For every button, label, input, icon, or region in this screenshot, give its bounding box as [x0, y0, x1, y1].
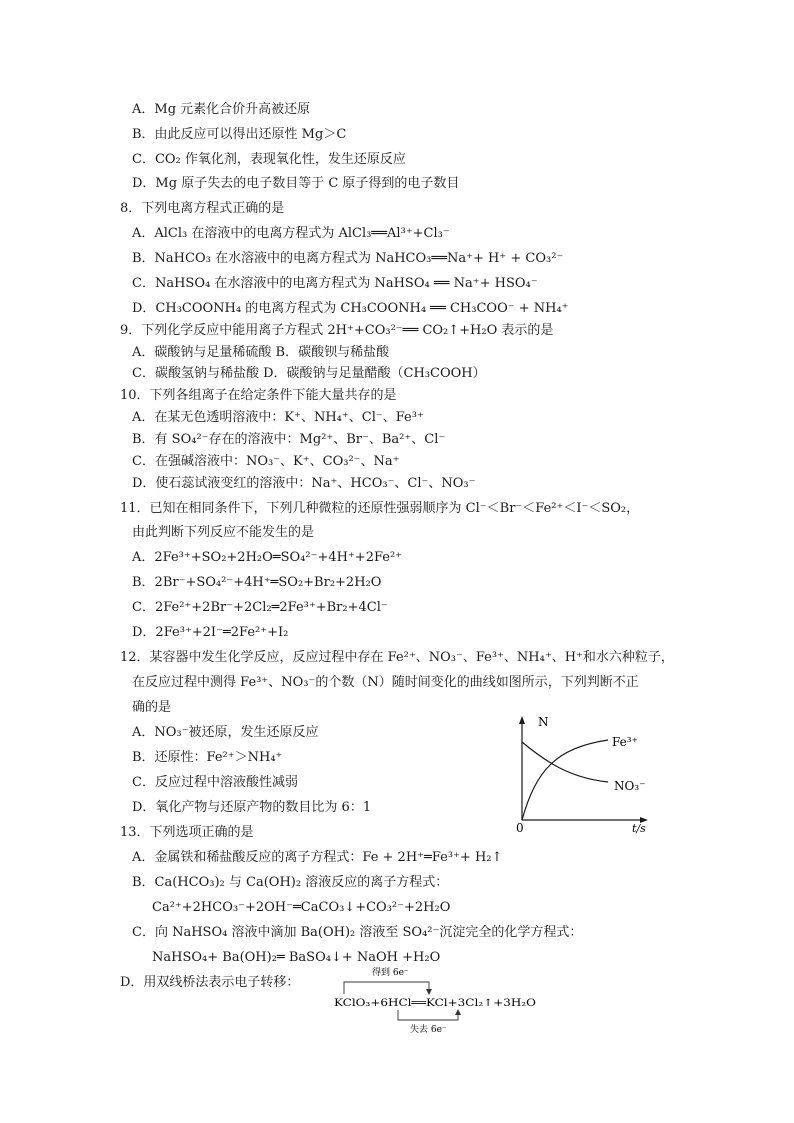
- q11-option-a: A．2Fe³⁺+SO₂+2H₂O═SO₄²⁻+4H⁺+2Fe²⁺: [132, 550, 403, 565]
- graph-y-label: N: [538, 715, 549, 729]
- q13-option-b-line1: B．Ca(HCO₃)₂ 与 Ca(OH)₂ 溶液反应的离子方程式：: [132, 875, 449, 890]
- q11-stem-line2: 由此判断下列反应不能发生的是: [132, 525, 315, 540]
- bridge-equation: KClO₃+6HCl══KCl+3Cl₂↑+3H₂O: [334, 998, 536, 1009]
- graph-curve-no3: [522, 742, 608, 782]
- q13-option-c-line1: C．向 NaHSO₄ 溶液中滴加 Ba(OH)₂ 溶液至 SO₄²⁻沉淀完全的化学方程式：: [132, 925, 583, 940]
- q10-option-d: D．使石蕊试液变红的溶液中：Na⁺、HCO₃⁻、Cl⁻、NO₃⁻: [132, 476, 476, 491]
- q12-graph: [508, 712, 658, 834]
- bridge-bottom-label: 失去 6e⁻: [410, 1025, 447, 1035]
- q12-option-b: B．还原性：Fe²⁺＞NH₄⁺: [132, 750, 283, 765]
- graph-origin-label: 0: [516, 821, 524, 834]
- graph-y-arrow: [519, 716, 525, 724]
- bridge-bottom-line: [398, 1010, 458, 1020]
- q11-option-d: D．2Fe³⁺+2I⁻═2Fe²⁺+I₂: [132, 625, 289, 640]
- graph-fe3-label: Fe³⁺: [612, 735, 638, 749]
- bridge-top-label: 得到 6e⁻: [372, 968, 409, 978]
- q7-option-c: C．CO₂ 作氧化剂，表现氧化性，发生还原反应: [132, 152, 406, 167]
- q12-option-c: C．反应过程中溶液酸性减弱: [132, 775, 298, 790]
- q8-option-c: C．NaHSO₄ 在水溶液中的电离方程式为 NaHSO₄ ══ Na⁺+ HSO₄⁻: [132, 276, 538, 291]
- q9-stem: 9．下列化学反应中能用离子方程式 2H⁺+CO₃²⁻══ CO₂↑+H₂O 表示的是: [120, 323, 554, 338]
- q9-options-cd: C．碳酸氢钠与稀盐酸 D．碳酸钠与足量醋酸（CH₃COOH）: [132, 366, 486, 381]
- q7-option-d: D．Mg 原子失去的电子数目等于 C 原子得到的电子数目: [132, 176, 460, 191]
- q12-stem-line1: 12．某容器中发生化学反应，反应过程中存在 Fe²⁺、NO₃⁻、Fe³⁺、NH₄⁺、H⁺和水六种粒子，: [120, 650, 674, 665]
- q8-option-b: B．NaHCO₃ 在水溶液中的电离方程式为 NaHCO₃══Na⁺+ H⁺ + CO₃²⁻: [132, 251, 564, 266]
- q8-option-d: D．CH₃COONH₄ 的电离方程式为 CH₃COONH₄ ══ CH₃COO⁻ + NH₄⁺: [132, 301, 569, 316]
- q13-stem: 13．下列选项正确的是: [120, 825, 254, 840]
- q13-option-d: D．用双线桥法表示电子转移：: [120, 975, 300, 990]
- q8-option-a: A．AlCl₃ 在溶液中的电离方程式为 AlCl₃══Al³⁺+Cl₃⁻: [132, 226, 450, 241]
- graph-x-label: t/s: [632, 822, 646, 834]
- bridge-top-line: [344, 982, 429, 994]
- graph-no3-label: NO₃⁻: [614, 779, 646, 793]
- q12-stem-line2: 在反应过程中测得 Fe³⁺、NO₃⁻的个数（N）随时间变化的曲线如图所示，下列判断不正: [132, 675, 639, 690]
- bridge-bottom-arrow: [455, 1009, 461, 1015]
- q7-option-b: B．由此反应可以得出还原性 Mg＞C: [132, 127, 347, 142]
- q12-stem-line3: 确的是: [132, 700, 172, 715]
- q10-option-a: A．在某无色透明溶液中：K⁺、NH₄⁺、Cl⁻、Fe³⁺: [132, 410, 424, 425]
- q12-option-a: A．NO₃⁻被还原，发生还原反应: [132, 725, 319, 740]
- q10-option-c: C．在强碱溶液中：NO₃⁻、K⁺、CO₃²⁻、Na⁺: [132, 454, 400, 469]
- q7-option-a: A．Mg 元素化合价升高被还原: [132, 102, 311, 117]
- q9-options-ab: A．碳酸钠与足量稀硫酸 B．碳酸钡与稀盐酸: [132, 345, 390, 360]
- q10-stem: 10．下列各组离子在给定条件下能大量共存的是: [120, 388, 397, 403]
- q10-option-b: B．有 SO₄²⁻存在的溶液中：Mg²⁺、Br⁻、Ba²⁺、Cl⁻: [132, 432, 446, 447]
- q13-option-a: A．金属铁和稀盐酸反应的离子方程式：Fe + 2H⁺═Fe³⁺+ H₂↑: [132, 850, 503, 865]
- electron-transfer-bridge: [330, 964, 540, 1036]
- bridge-top-arrow: [426, 989, 432, 995]
- q8-stem: 8．下列电离方程式正确的是: [120, 201, 285, 216]
- q12-option-d: D．氧化产物与还原产物的数目比为 6：1: [132, 800, 372, 815]
- q11-option-c: C．2Fe²⁺+2Br⁻+2Cl₂═2Fe³⁺+Br₂+4Cl⁻: [132, 600, 388, 615]
- q11-stem-line1: 11．已知在相同条件下，下列几种微粒的还原性强弱顺序为 Cl⁻＜Br⁻＜Fe²⁺＜I⁻＜SO₂，: [120, 501, 640, 516]
- q13-option-c-line2: NaHSO₄+ Ba(OH)₂═ BaSO₄↓+ NaOH +H₂O: [152, 950, 441, 965]
- q13-option-b-line2: Ca²⁺+2HCO₃⁻+2OH⁻═CaCO₃↓+CO₃²⁻+2H₂O: [152, 900, 451, 915]
- q11-option-b: B．2Br⁻+SO₄²⁻+4H⁺═SO₂+Br₂+2H₂O: [132, 575, 382, 590]
